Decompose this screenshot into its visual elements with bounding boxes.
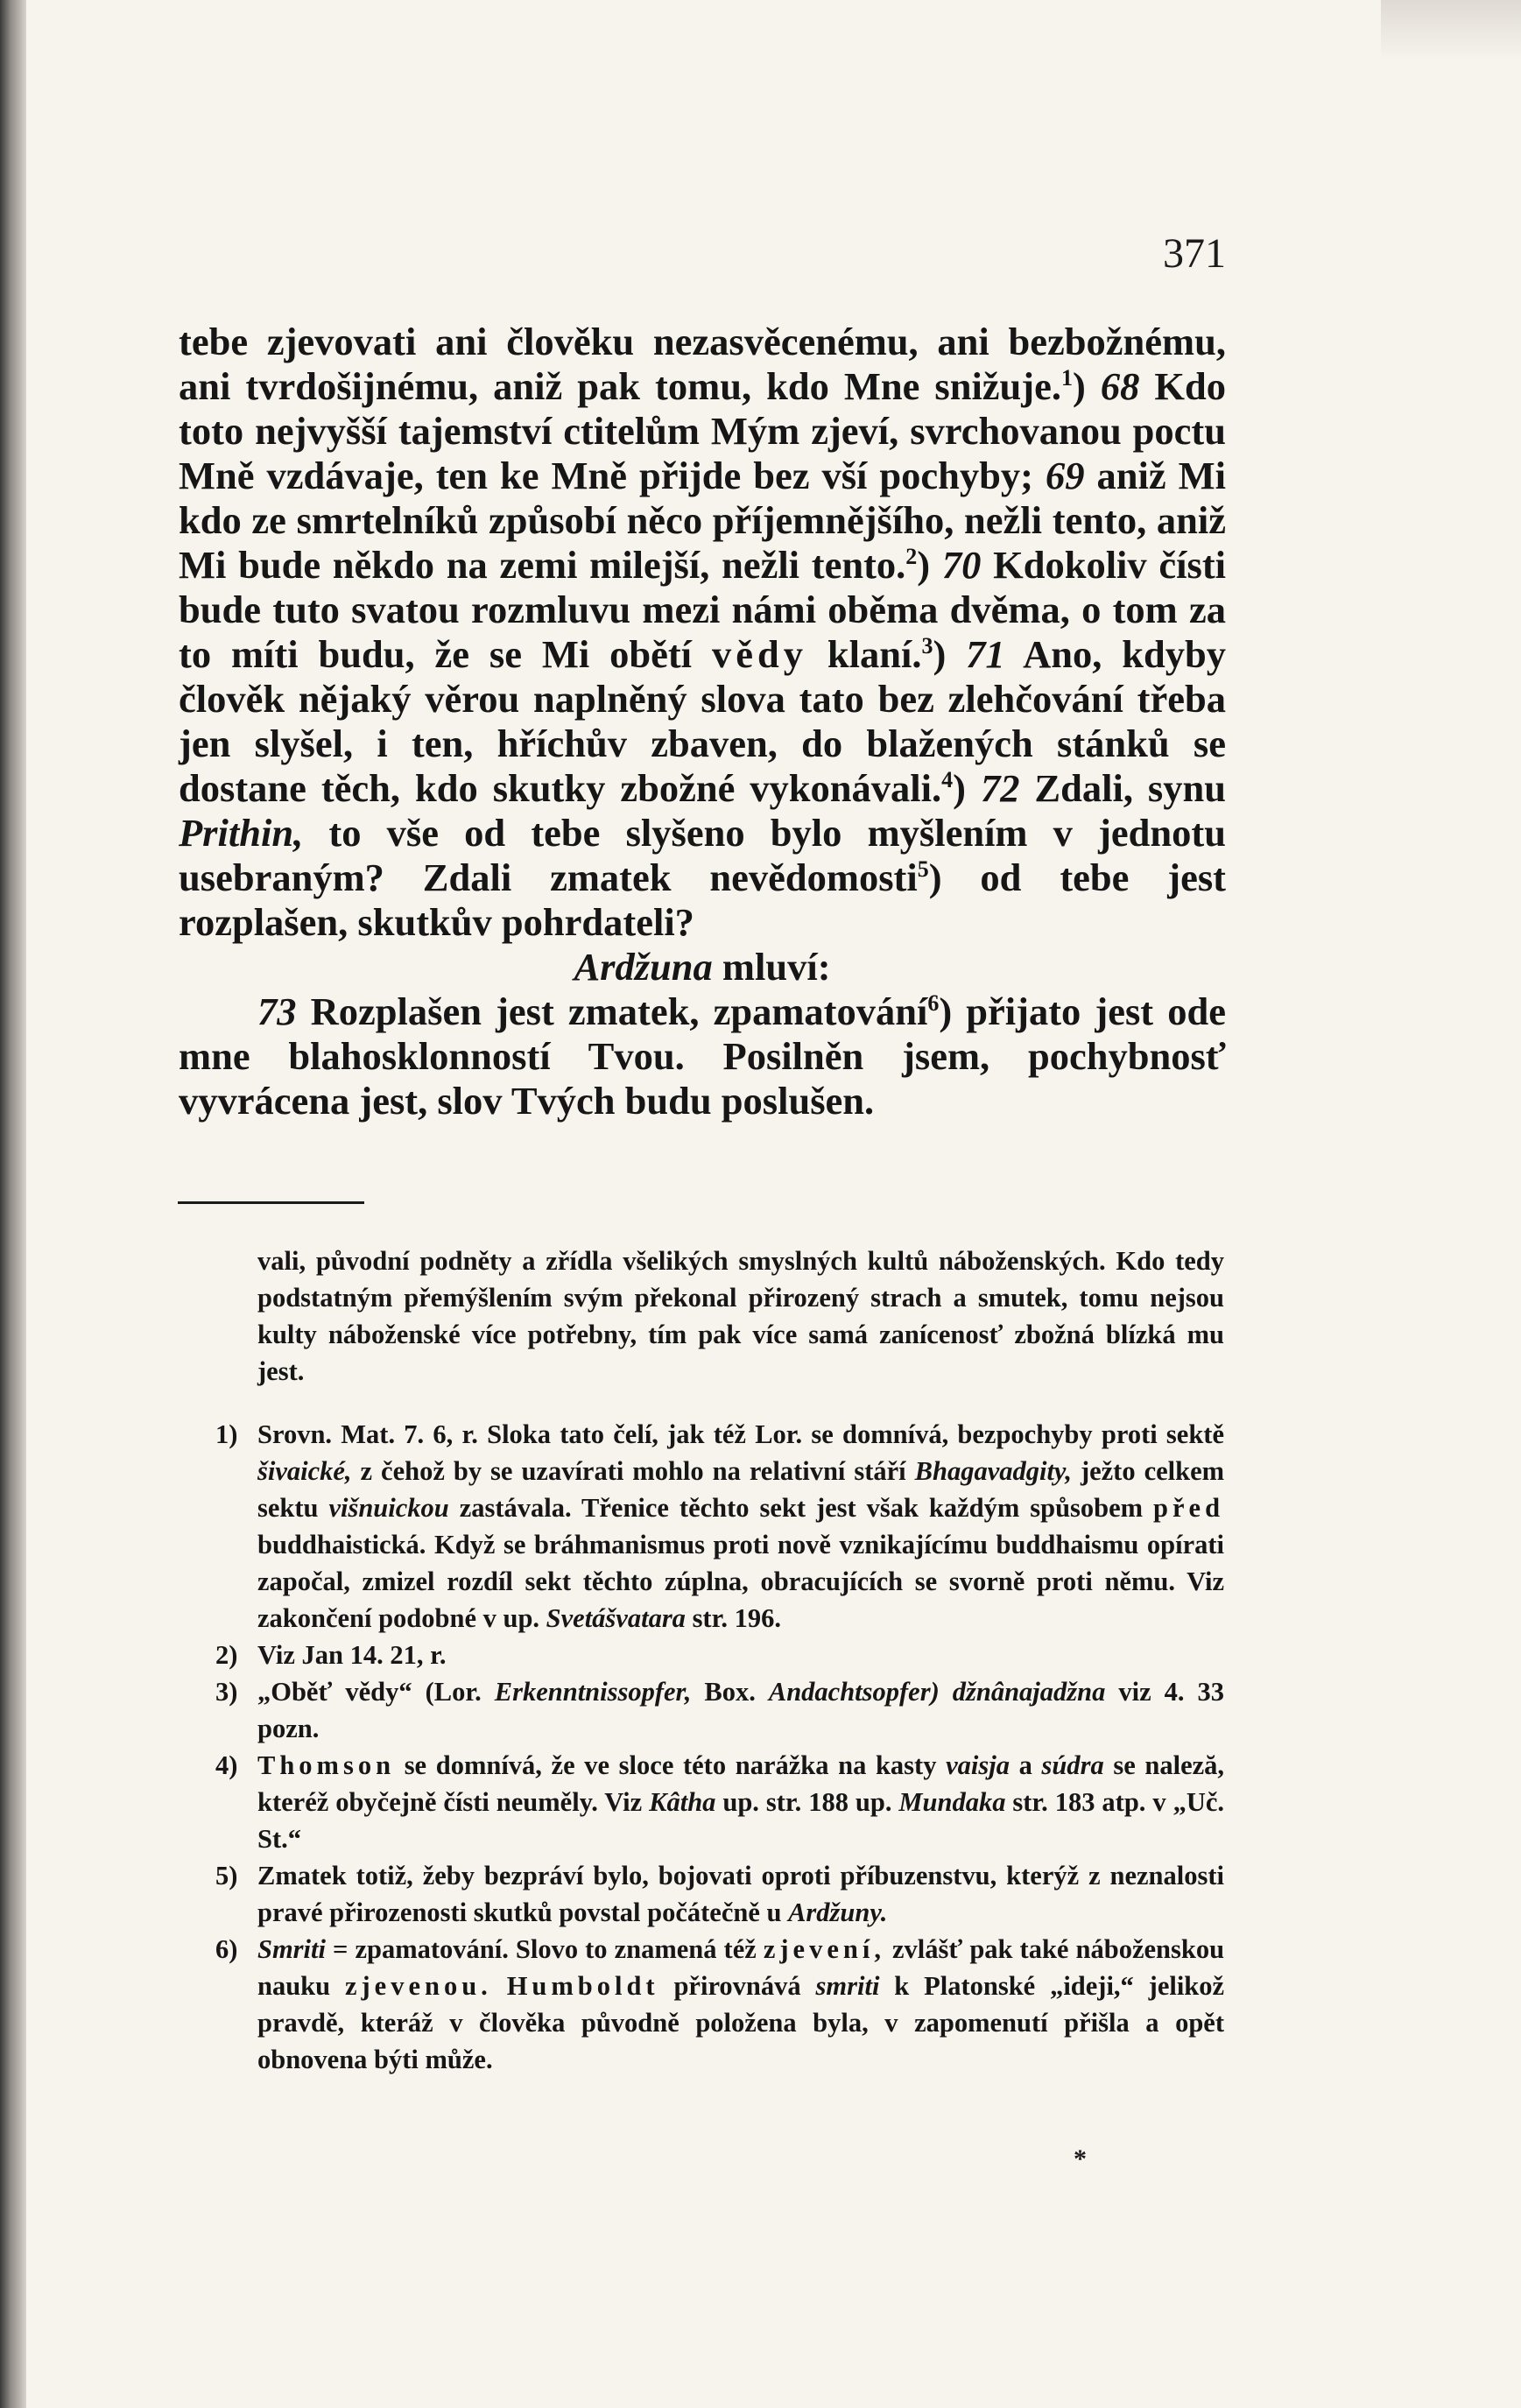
footnote-3 [215,1673,1224,1747]
footnote-1 [215,1416,1224,1637]
spaced-word: před [1153,1493,1225,1523]
italic-term: smriti [815,1971,880,2001]
verse-number-73: 73 [257,989,297,1033]
footnote-ref-2[interactable]: 2 [905,544,918,570]
text-run: = zpamatování. Slovo to znamená též [333,1934,757,1964]
verse-number-69: 69 [1046,454,1085,497]
text-run: z čehož by se uzavírati mohlo na relativní stáří [360,1456,906,1486]
italic-term: džnânajadžna [952,1677,1106,1707]
footnote-2 [215,1637,1224,1673]
speaker-heading [179,945,1226,989]
footnote-marker: 6) [215,1934,238,1964]
text-run: Zdali, synu [1034,766,1226,810]
spaced-word: zjevení, [763,1934,885,1964]
footnote-separator [178,1201,364,1204]
italic-term: Svetášvatara [546,1603,686,1633]
text-run: Box. [704,1677,756,1707]
text-run: přijato jest ode mne blahosklonností Tvou. Posilněn jsem, pochybnosť vyvrácena jest, slov Tvých budu poslušen. [179,989,1226,1123]
page-binding-shadow [0,0,26,2408]
italic-term: Ardžuny. [788,1898,888,1927]
text-run: Srovn. Mat. 7. 6, r. Sloka tato čelí, jak též Lor. se domnívá, bezpochyby proti sektě [257,1419,1224,1449]
paragraph-verse-73: 73 Rozplašen jest zmatek, zpamatování$^6$) přijato jest ode mne blahosklonností Tvou. Posilněn jsem, pochybnosť vyvrácena jest, slov Tvých budu poslušen. [179,989,1226,1123]
speaker-verb: mluví: [722,945,831,989]
text-run: zastávala. Třenice těchto sekt jest však každým spůsobem [459,1493,1144,1523]
text-run: up. str. 188 up. [722,1787,892,1817]
footnote-6 [215,1931,1224,2078]
main-text [179,320,1226,1123]
footnote-body [257,1931,1224,2078]
italic-term: Mundaka [898,1787,1006,1817]
footnote-ref-1[interactable]: 1 [1061,365,1074,391]
footnote-continuation: vali, původní podněty a zřídla všelikých smyslných kultů náboženských. Kdo tedy podstatným přemýšlením svým překonal přirozený strach a smutek, tomu nejsou kulty náboženské více potřebny, tím pak více samá zanícenosť zbožná blízká mu jest. [257,1245,1224,1386]
italic-term: súdra [1041,1750,1104,1780]
italic-term: višnuickou [328,1493,449,1523]
text-run: str. 183 atp. v „Uč. St.“ [257,1787,1225,1854]
text-run: zvlášť pak také náboženskou nauku [257,1934,1225,2001]
text-run: str. 196. [692,1603,781,1633]
paragraph-verses-67-72: tebe zjevovati ani člověku nezasvěcenému, ani bezbožnému, ani tvrdošijnému, aniž pak tomu, kdo Mne snižuje.$^1$) 68 Kdo toto nejvyšší tajemství ctitelům Mým zjeví, svrchovanou poctu Mně vzdávaje, ten ke Mně přijde bez vší pochyby; 69 aniž Mi kdo ze smrtelníků způsobí něco příjemnějšího, nežli tento, aniž Mi bude někdo na zemi milejší, nežli tento.$^2$) 70 Kdokoliv čísti bude tuto svatou rozmluvu mezi námi oběma dvěma, o tom za to míti budu, že se Mi obětí vědy klaní.$^3$) 71 Ano, kdyby člověk nějaký věrou naplněný slova tato bez zlehčování třeba jen slyšel, i ten, hříchův zbaven, do blažených stánků se dostane těch, kdo skutky zbožné vykonávali.$^4$) 72 Zdali, synu Prithin, to vše od tebe slyšeno bylo myšlením v jednotu usebraným? Zdali zmatek nevědomosti$^5$) od tebe jest rozplašen, skutkův pohrdateli? [179,320,1227,944]
text-run: „Oběť vědy“ (Lor. [257,1677,482,1707]
italic-term: Andachtsopfer) [768,1677,940,1707]
footnote-marker: 2) [215,1640,238,1670]
text-run: se domnívá, že ve sloce této narážka na kasty [404,1750,937,1780]
author-name: Thomson [257,1750,396,1780]
footnote-marker: 1) [215,1419,238,1449]
text-run: Kdokoliv čísti bude tuto svatou rozmluvu mezi námi oběma dvěma, o tom za to míti budu, že se Mi obětí [179,543,1227,676]
text-run: od tebe jest rozplašen, skutkův pohrdateli? [179,855,1226,944]
italic-term: Kâtha [649,1787,716,1817]
spaced-word: vědy [711,632,807,676]
footnote-marker: 5) [215,1861,238,1890]
footnote-ref-6[interactable]: 6 [927,990,940,1017]
footnote-body: Viz Jan 14. 21, r. [257,1640,447,1670]
text-run: Kdo toto nejvyšší tajemství ctitelům Mým zjeví, svrchovanou poctu Mně vzdávaje, ten ke Mně přijde bez vší pochyby; [179,364,1227,497]
footnote-body [257,1857,1224,1931]
verse-number-68: 68 [1100,364,1140,408]
author-name: Humboldt [506,1971,659,2001]
verse-number-72: 72 [980,766,1020,810]
signature-mark: * [1074,2144,1087,2173]
speaker-name: Ardžuna [574,945,713,989]
page-corner-shade [1381,0,1521,61]
text-run: viz 4. 33 pozn. [257,1677,1225,1743]
text-run: přirovnává [673,1971,801,2001]
verse-number-71: 71 [966,632,1005,676]
spaced-word: zjevenou. [344,1971,492,2001]
italic-term: Bhagavadgity, [914,1456,1072,1486]
page-number: 371 [1163,230,1226,277]
italic-term: Erkenntnissopfer, [494,1677,692,1707]
footnote-4 [215,1747,1224,1857]
text-run: aniž Mi kdo ze smrtelníků způsobí něco příjemnějšího, nežli tento, aniž Mi bude někdo na zemi milejší, nežli tento. [179,454,1227,587]
footnote-body [257,1747,1224,1857]
text-run: k Platonské „ideji,“ jelikož pravdě, kteráž v člověka původně položena byla, v zapomenutí přišla a opět obnovena býti může. [257,1971,1225,2074]
footnote-ref-3[interactable]: 3 [921,633,933,659]
text-run: buddhaistická. Když se bráhmanismus proti nově vznikajícímu buddhaismu opírati započal, zmizel rozdíl sekt těchto zúplna, obracujících se svorně proti němu. Viz zakončení podobné v up. [257,1530,1224,1633]
text-run: klaní. [827,632,922,676]
text-run: ježto celkem sektu [257,1456,1225,1523]
footnote-marker: 4) [215,1750,238,1780]
footnote-body [257,1416,1224,1637]
text-run: to vše od tebe slyšeno bylo myšlením v jednotu usebraným? Zdali zmatek nevědomosti [179,811,1226,899]
text-run: Ano, kdyby člověk nějaký věrou naplněný slova tato bez zlehčování třeba jen slyšel, i ten, hříchův zbaven, do blažených stánků se dostane těch, kdo skutky zbožné vykonávali. [179,632,1227,810]
verse-number-70: 70 [941,543,982,587]
text-run: Rozplašen jest zmatek, zpamatování [310,989,928,1033]
italic-term: Smriti [257,1934,326,1964]
name-prithin: Prithin, [179,811,304,855]
footnote-marker: 3) [215,1677,238,1707]
footnote-5 [215,1857,1224,1931]
text-run: tebe zjevovati ani člověku nezasvěcenému, ani bezbožnému, ani tvrdošijnému, aniž pak tomu, kdo Mne snižuje. [179,320,1226,408]
italic-term: šivaické, [257,1456,352,1486]
footnote-body [257,1673,1224,1747]
footnote-ref-4[interactable]: 4 [941,767,954,793]
footnote-ref-5[interactable]: 5 [917,856,929,883]
text-run: Zmatek totiž, žeby bezpráví bylo, bojovati oproti příbuzenstvu, kterýž z neznalosti pravé přirozenosti skutků povstal počátečně u [257,1861,1224,1927]
text-run: a [1018,1750,1032,1780]
text-run: se naleză, kteréž obyčejně čísti neuměly. Viz [257,1750,1225,1817]
italic-term: vaisja [946,1750,1010,1780]
footnotes [215,1215,1224,2078]
